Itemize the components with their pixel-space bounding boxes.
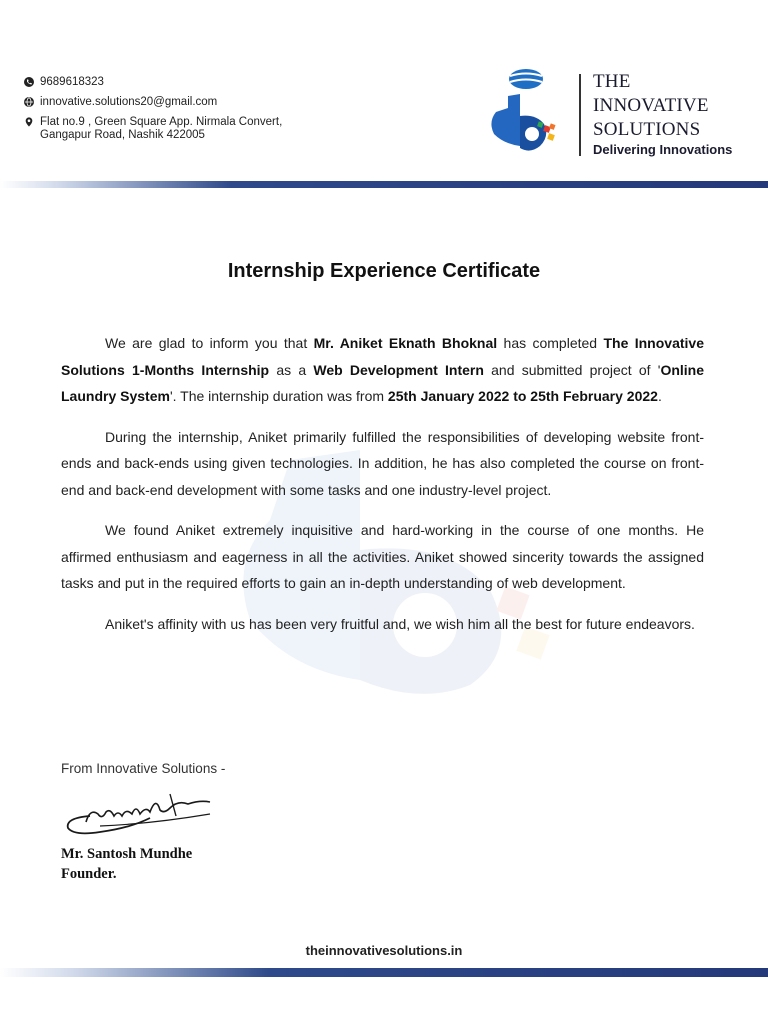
p1-text-e: '. The internship duration was from	[169, 388, 388, 404]
brand-line-3: SOLUTIONS	[593, 119, 701, 140]
paragraph-4: Aniket's affinity with us has been very fruitful and, we wish him all the best for future endeavors.	[105, 615, 695, 632]
project-name: Online Laundry System	[61, 361, 705, 404]
paragraph-2: During the internship, Aniket primarily fulfilled the responsibilities of developing website front-ends and back-ends using given technologies. In addition, he has also completed the course on front-end and back-end development with some tasks and one industry-level project.	[61, 428, 704, 498]
paragraph-1	[61, 330, 704, 410]
certificate-body	[61, 330, 704, 651]
contact-phone: 9689618323	[40, 76, 104, 88]
signer-block	[61, 844, 192, 884]
contact-email[interactable]: innovative.solutions20@gmail.com	[40, 96, 218, 108]
brand-line-1: THE	[593, 71, 631, 92]
p1-text-d: and submitted project of '	[483, 361, 661, 378]
contact-address-row	[24, 116, 282, 142]
p1-text-f: .	[657, 388, 662, 404]
program-name: The Innovative Solutions 1-Months Internship	[61, 335, 704, 378]
contact-phone-row	[24, 76, 282, 89]
signer-role: Founder.	[61, 866, 117, 882]
company-logo-icon	[486, 68, 558, 160]
header-band	[0, 181, 768, 188]
signer-name: Mr. Santosh Mundhe	[61, 846, 193, 862]
phone-icon	[24, 77, 34, 87]
intern-role: Web Development Intern	[313, 361, 484, 378]
brand-line-2: INNOVATIVE	[593, 95, 709, 116]
footer-band	[0, 968, 768, 977]
brand-name	[593, 70, 709, 142]
p1-text-b: has completed	[497, 335, 604, 351]
p1-text-a: We are glad to inform you that	[105, 335, 314, 351]
website-link[interactable]: theinnovativesolutions.in	[305, 943, 463, 958]
certificate-title: Internship Experience Certificate	[227, 260, 541, 282]
contact-email-row	[24, 96, 282, 109]
intern-name: Mr. Aniket Eknath Bhoknal	[313, 335, 498, 351]
signature-image	[60, 786, 220, 842]
paragraph-3: We found Aniket extremely inquisitive and hard-working in the course of one months. He affirmed enthusiasm and eagerness in all the activities. Aniket showed sincerity towards the assigned tasks and put in the required efforts to gain an in-depth understanding of web development.	[61, 522, 704, 591]
contact-block	[24, 76, 282, 149]
location-pin-icon	[24, 117, 34, 127]
brand-tagline: Delivering Innovations	[593, 142, 733, 157]
p1-text-c: as a	[269, 361, 314, 378]
contact-address: Flat no.9 , Green Square App. Nirmala Convert, Gangapur Road, Nashik 422005	[40, 116, 283, 141]
brand-divider	[579, 74, 581, 156]
globe-icon	[24, 97, 34, 107]
closing-line: From Innovative Solutions -	[61, 761, 226, 776]
internship-dates: 25th January 2022 to 25th February 2022	[387, 388, 658, 404]
